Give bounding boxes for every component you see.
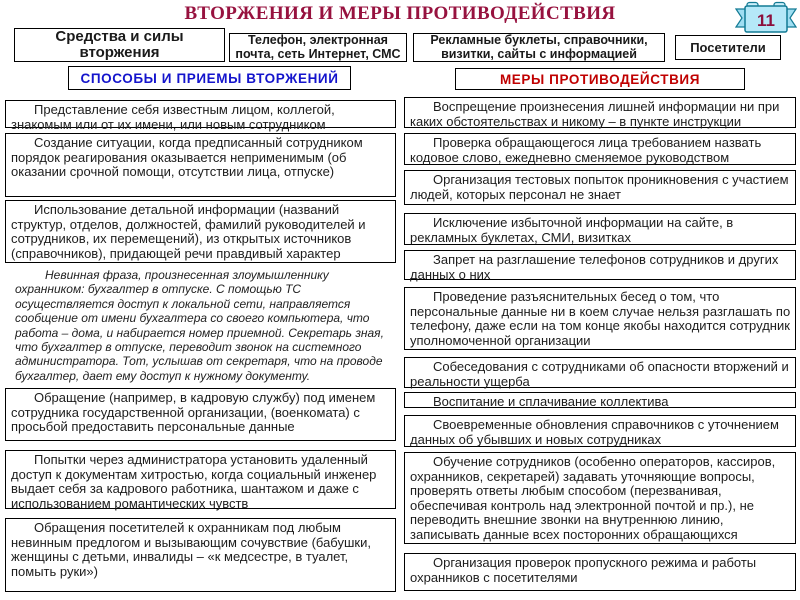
countermeasure-item: Воспитание и сплачивание коллектива <box>404 392 796 408</box>
intrusion-item: Попытки через администратора установить удаленный доступ к документам хитростью, когда социальный инженер выдает себя за кадрового работника, шантажом и даже с использованием романтических чувств <box>5 450 396 509</box>
countermeasure-item: Своевременные обновления справочников с уточнением данных об убывших и новых сотрудниках <box>404 415 796 447</box>
countermeasure-item: Проведение разъяснительных бесед о том, что персональные данные ни в коем случае нельзя разглашать по телефону, даже если на том конце якобы находится сотрудник уполномоченной организации <box>404 287 796 350</box>
countermeasure-item: Организация проверок пропускного режима и работы охранников с посетителями <box>404 553 796 591</box>
intrusion-item: Создание ситуации, когда предписанный сотрудником порядок реагирования оказывается неприменимым (об оказании срочной помощи, отсутствии лица, отпуске) <box>5 133 396 197</box>
countermeasure-item: Запрет на разглашение телефонов сотрудников и других данных о них <box>404 250 796 280</box>
intrusion-item: Использование детальной информации (названий структур, отделов, должностей, фамилий руководителей и сотрудников, их перемещений), из открытых источников (справочников), придающей речи правдивый характер <box>5 200 396 263</box>
countermeasure-item: Проверка обращающегося лица требованием назвать кодовое слово, ежедневно сменяемое руководством <box>404 133 796 165</box>
source-box-means-forces: Средства и силы вторжения <box>14 28 225 62</box>
countermeasure-item: Организация тестовых попыток проникновения с участием людей, которых персонал не знает <box>404 170 796 205</box>
source-box-phone-email: Телефон, электронная почта, сеть Интернет, СМС <box>229 33 407 62</box>
source-box-booklets: Рекламные буклеты, справочники, визитки, сайты с информацией <box>413 33 665 62</box>
intrusion-item: Обращения посетителей к охранникам под любым невинным предлогом и вызывающим сочувствие (бабушки, женщины с детьми, инвалиды – «к медсестре, в туалет, помыть руки») <box>5 518 396 592</box>
column-header-intrusion-methods: СПОСОБЫ И ПРИЕМЫ ВТОРЖЕНИЙ <box>68 66 351 90</box>
source-box-visitors: Посетители <box>675 35 781 60</box>
intrusion-item: Обращение (например, в кадровую службу) под именем сотрудника государственной организации, (военкомата) с просьбой предоставить персональные данные <box>5 388 396 441</box>
column-header-countermeasures: МЕРЫ ПРОТИВОДЕЙСТВИЯ <box>455 68 745 90</box>
intrusion-item: Представление себя известным лицом, коллегой, знакомым или от их имени, или новым сотрудником <box>5 100 396 128</box>
countermeasure-item: Обучение сотрудников (особенно операторов, кассиров, охранников, секретарей) задавать уточняющие вопросы, проверять ответы любым способом (перезванивая, обеспечивая контроль над электронной почтой и пр.), не переводить внешние звонки на внутреннюю линию, записывать данные всех посторонних обращающихся <box>404 452 796 544</box>
countermeasure-item: Исключение избыточной информации на сайте, в рекламных буклетах, СМИ, визитках <box>404 213 796 245</box>
countermeasure-item: Собеседования с сотрудниками об опасности вторжений и реальности ущерба <box>404 357 796 388</box>
page-number: 11 <box>757 11 775 30</box>
countermeasure-item: Воспрещение произнесения лишней информации ни при каких обстоятельствах и никому – в пункте инструкции <box>404 97 796 128</box>
page-number-badge <box>735 1 797 34</box>
intrusion-example-note: Невинная фраза, произнесенная злоумышленнику охранником: бухгалтер в отпуске. С помощью ТС осуществляется доступ к локальной сети, направляется сообщение от имени бухгалтера со своего компьютера, что работа – дома, и набирается номер приемной. Секретарь зная, что бухгалтер в отпуске, переводит звонок на системного администратора. Тот, услышав от секретаря, что на проводе бухгалтер, дает ему доступ к нужному документу. <box>15 268 384 383</box>
slide-title: ВТОРЖЕНИЯ И МЕРЫ ПРОТИВОДЕЙСТВИЯ <box>184 3 616 24</box>
